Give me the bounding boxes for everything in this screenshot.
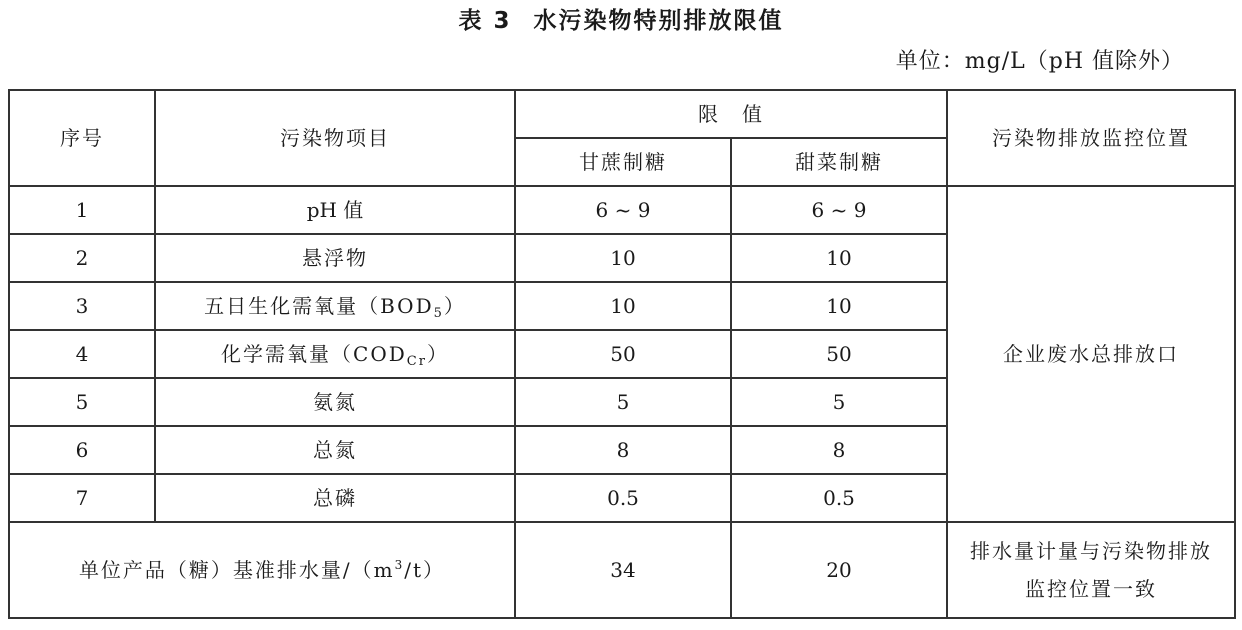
table-number: 表 3 xyxy=(458,8,512,34)
row-item-tail: ） xyxy=(443,294,466,318)
row-beet-value: 0.5 xyxy=(731,474,947,522)
row-beet-value: 5 xyxy=(731,378,947,426)
footer-row xyxy=(9,522,1235,618)
header-limit: 限 值 xyxy=(515,90,947,138)
row-beet-value: 6 ~ 9 xyxy=(731,186,947,234)
table-title xyxy=(0,4,1242,38)
footer-cane-value: 34 xyxy=(515,522,731,618)
row-seq: 6 xyxy=(9,426,155,474)
row-item-text: 化学需氧量（COD xyxy=(221,342,407,366)
row-beet-value: 10 xyxy=(731,282,947,330)
row-cane-value: 8 xyxy=(515,426,731,474)
row-cane-value: 10 xyxy=(515,282,731,330)
row-item: 悬浮物 xyxy=(155,234,515,282)
row-item-subscript: Cr xyxy=(406,354,427,369)
header-row-1 xyxy=(9,90,1235,138)
header-location: 污染物排放监控位置 xyxy=(947,90,1235,186)
header-cane-sugar: 甘蔗制糖 xyxy=(515,138,731,186)
row-beet-value: 8 xyxy=(731,426,947,474)
row-item: 总磷 xyxy=(155,474,515,522)
row-item xyxy=(155,330,515,378)
row-cane-value: 10 xyxy=(515,234,731,282)
row-seq: 7 xyxy=(9,474,155,522)
row-item: pH 值 xyxy=(155,186,515,234)
unit-note: 单位：mg/L（pH 值除外） xyxy=(895,49,1184,74)
row-item-text: 五日生化需氧量（BOD xyxy=(204,294,434,318)
row-seq: 2 xyxy=(9,234,155,282)
row-item: 氨氮 xyxy=(155,378,515,426)
footer-label xyxy=(9,522,515,618)
row-item xyxy=(155,282,515,330)
row-beet-value: 50 xyxy=(731,330,947,378)
row-seq: 1 xyxy=(9,186,155,234)
row-seq: 4 xyxy=(9,330,155,378)
footer-beet-value: 20 xyxy=(731,522,947,618)
header-item: 污染物项目 xyxy=(155,90,515,186)
row-item-tail: ） xyxy=(426,342,449,366)
row-beet-value: 10 xyxy=(731,234,947,282)
footer-label-superscript: 3 xyxy=(394,558,405,572)
row-cane-value: 6 ~ 9 xyxy=(515,186,731,234)
table-row xyxy=(9,186,1235,234)
row-seq: 3 xyxy=(9,282,155,330)
row-item: 总氮 xyxy=(155,426,515,474)
table-title-text: 水污染物特别排放限值 xyxy=(533,8,784,34)
header-beet-sugar: 甜菜制糖 xyxy=(731,138,947,186)
row-seq: 5 xyxy=(9,378,155,426)
row-item-subscript: 5 xyxy=(433,306,444,321)
row-cane-value: 0.5 xyxy=(515,474,731,522)
footer-location-line-1: 排水量计量与污染物排放 xyxy=(970,539,1212,563)
header-seq: 序号 xyxy=(9,90,155,186)
footer-location-line-2: 监控位置一致 xyxy=(1025,577,1157,601)
shared-location: 企业废水总排放口 xyxy=(947,186,1235,522)
emission-limits-table xyxy=(8,89,1236,619)
footer-label-text: 单位产品（糖）基准排水量/（m xyxy=(78,558,395,582)
row-cane-value: 5 xyxy=(515,378,731,426)
footer-label-tail: /t） xyxy=(404,558,446,582)
footer-location xyxy=(947,522,1235,618)
row-cane-value: 50 xyxy=(515,330,731,378)
